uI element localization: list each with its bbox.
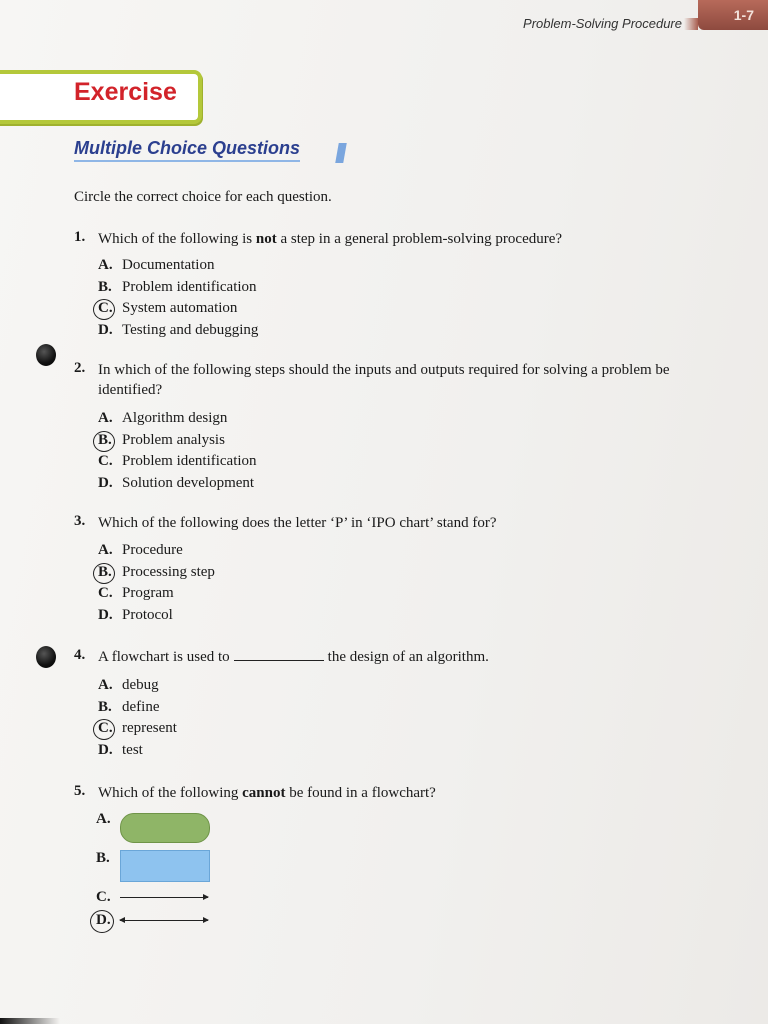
section-title: Multiple Choice Questions [74, 138, 300, 162]
option-d[interactable]: D. Protocol [98, 606, 173, 623]
instruction: Circle the correct choice for each question. [74, 189, 332, 205]
one-way-arrow [120, 897, 208, 898]
option-c[interactable]: C. Problem identification [98, 453, 257, 469]
option-a[interactable]: A. Algorithm design [98, 410, 228, 426]
option-d[interactable]: D. test [98, 741, 143, 758]
question-number: 4. [74, 647, 86, 663]
option-a[interactable]: A. Procedure [98, 542, 183, 558]
exercise-frame [0, 70, 202, 124]
question-text: A flowchart is used to the design of an algorithm. [98, 649, 489, 665]
options [98, 408, 257, 494]
question-text: In which of the following steps should the inputs and outputs required for solving a problem be identified? [98, 362, 670, 398]
chapter-tab-label: 1-7 [733, 7, 754, 23]
section-title-accent [335, 143, 347, 163]
option-d[interactable]: D. Testing and debugging [98, 321, 259, 338]
chapter-tab [698, 0, 768, 30]
exercise-title: Exercise [74, 78, 177, 106]
options [98, 675, 177, 761]
two-way-arrow [120, 920, 208, 921]
option-c-circled[interactable]: C. represent [98, 718, 177, 740]
question-text: Which of the following does the letter ‘P’ in ‘IPO chart’ stand for? [98, 515, 497, 531]
question-number: 1. [74, 229, 86, 245]
option-a[interactable]: A. debug [98, 677, 159, 693]
option-c[interactable]: C. Program [98, 585, 174, 601]
question-text: Which of the following is not a step in a general problem-solving procedure? [98, 231, 563, 247]
running-title: Problem-Solving Procedure [523, 16, 682, 31]
options [98, 540, 215, 626]
terminal-shape [120, 813, 210, 843]
binder-hole [36, 646, 56, 668]
option-b-circled[interactable]: B. Processing step [98, 562, 215, 584]
option-c[interactable]: C. [96, 889, 111, 905]
question-number: 2. [74, 360, 86, 376]
option-a[interactable]: A. Documentation [98, 257, 215, 273]
answer-blank[interactable] [234, 660, 324, 661]
option-a[interactable]: A. [96, 811, 111, 827]
option-d-circled[interactable]: D. [96, 912, 120, 929]
question-number: 3. [74, 513, 86, 529]
page-edge-shadow [0, 1018, 60, 1024]
option-b[interactable]: B. [96, 850, 110, 866]
option-d[interactable]: D. Solution development [98, 474, 255, 491]
option-b-circled[interactable]: B. Problem analysis [98, 430, 257, 452]
option-b[interactable]: B. define [98, 698, 160, 715]
question-number: 5. [74, 783, 86, 799]
options [98, 255, 258, 341]
option-c-circled[interactable]: C. System automation [98, 298, 258, 320]
process-shape [120, 850, 210, 882]
option-b[interactable]: B. Problem identification [98, 278, 257, 295]
question-text: Which of the following cannot be found in a flowchart? [98, 785, 436, 801]
binder-hole [36, 344, 56, 366]
